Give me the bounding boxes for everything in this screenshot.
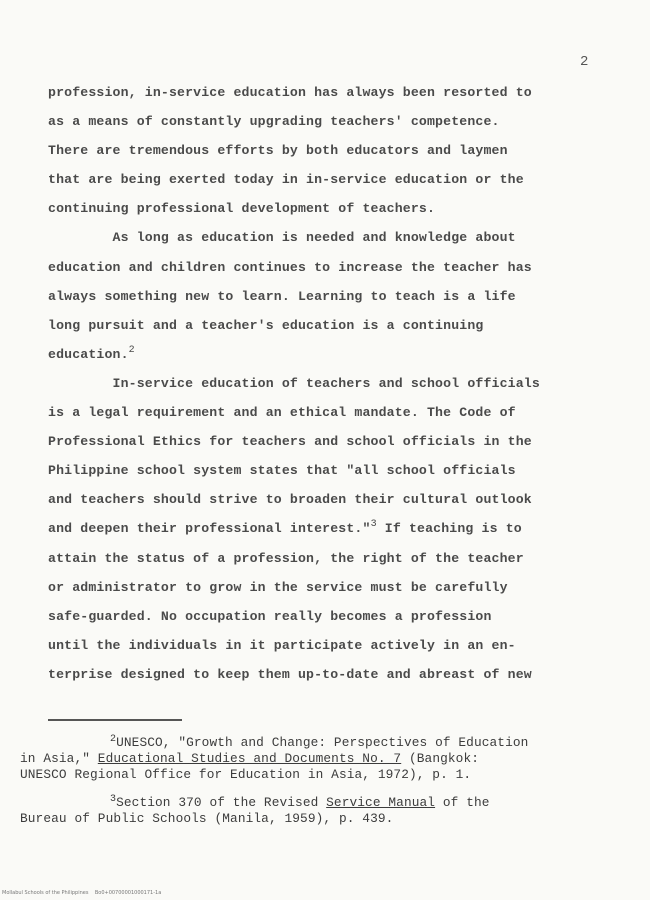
footnote-marker: 2	[110, 734, 117, 745]
body-line-text: education.	[48, 346, 129, 362]
footnote-text: in Asia,"	[20, 751, 98, 766]
footnote-text: (Bangkok:	[401, 751, 479, 766]
body-line: profession, in-service education has always been resorted to	[48, 85, 532, 100]
footnote-text: Section 370 of the Revised	[116, 795, 327, 810]
footnote-marker-pad	[20, 795, 110, 810]
body-line: attain the status of a profession, the right of the teacher	[48, 550, 524, 566]
footnote-text: UNESCO, "Growth and Change: Perspectives of Education	[116, 735, 529, 750]
footnote-line	[20, 735, 640, 751]
footnote-ref-3: 3	[370, 519, 377, 531]
body-line: There are tremendous efforts by both educators and laymen	[48, 143, 508, 159]
body-line: education and children continues to increase the teacher has	[48, 259, 532, 275]
body-line: terprise designed to keep them up-to-date and abreast of new	[48, 666, 532, 682]
body-line: continuing professional development of teachers.	[48, 201, 436, 217]
page-number: 2	[580, 54, 589, 70]
footnote-line	[20, 751, 640, 767]
body-line	[48, 514, 608, 543]
body-line: is a legal requirement and an ethical mandate. The Code of	[48, 405, 516, 421]
body-line: and teachers should strive to broaden their cultural outlook	[48, 492, 532, 508]
footnote-3	[20, 795, 640, 827]
footnote-marker: 3	[110, 794, 117, 805]
body-line: In-service education of teachers and school officials	[48, 375, 540, 391]
footnote-text: of the	[435, 795, 490, 810]
body-line: safe-guarded. No occupation really becomes a profession	[48, 608, 492, 624]
footnote-separator	[48, 719, 182, 721]
body-line: as a means of constantly upgrading teachers' competence.	[48, 114, 500, 130]
footnote-title: Educational Studies and Documents No. 7	[97, 751, 402, 766]
body-line: As long as education is needed and knowledge about	[48, 230, 516, 246]
body-line: Philippine school system states that "all school officials	[48, 463, 516, 479]
footnote-line: Bureau of Public Schools (Manila, 1959), p. 439.	[20, 811, 394, 826]
footnote-ref-2: 2	[128, 344, 135, 356]
footnote-2	[20, 735, 640, 783]
body-line: long pursuit and a teacher's education is a continuing	[48, 317, 484, 333]
footnote-title: Service Manual	[326, 795, 436, 810]
body-line: or administrator to grow in the service must be carefully	[48, 579, 508, 595]
body-line-text: and deepen their professional interest."	[48, 521, 371, 537]
body-line: Professional Ethics for teachers and school officials in the	[48, 434, 532, 450]
body-line: always something new to learn. Learning to teach is a life	[48, 288, 516, 304]
body-line	[48, 340, 608, 369]
body-line-tail: If teaching is to	[376, 521, 522, 537]
body-text	[48, 78, 608, 689]
footnote-line	[20, 795, 640, 811]
body-line: until the individuals in it participate actively in an en-	[48, 637, 516, 653]
footnote-marker-pad	[20, 735, 110, 750]
archive-footer: Mollabul Schools of the Philippines Bo0+00700001000171-1a	[2, 890, 162, 896]
body-line: that are being exerted today in in-service education or the	[48, 172, 524, 188]
footnote-line: UNESCO Regional Office for Education in Asia, 1972), p. 1.	[20, 767, 472, 782]
